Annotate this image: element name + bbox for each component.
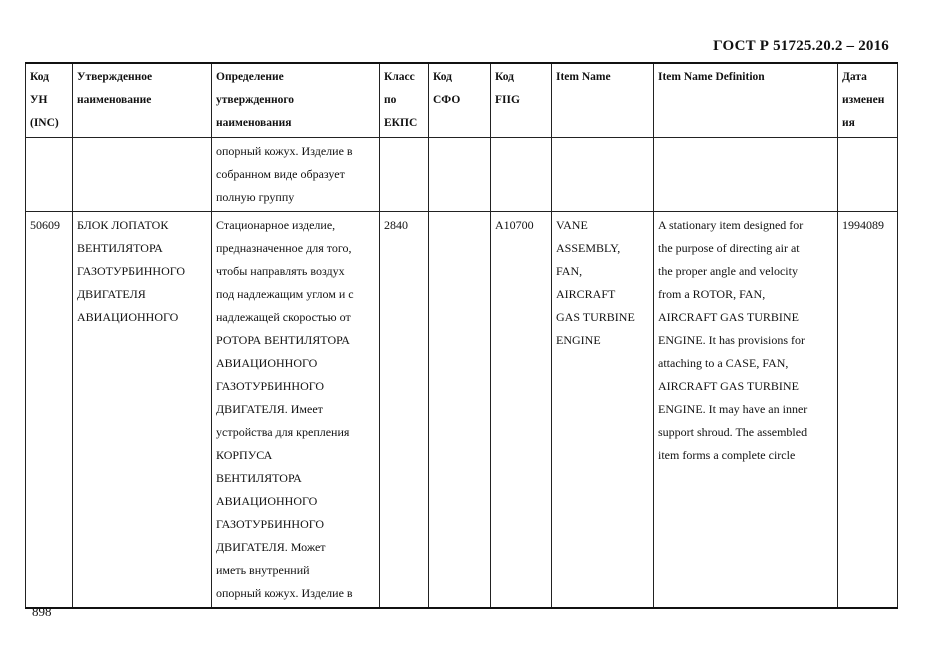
table-cell: [552, 138, 654, 212]
col-header-line: Item Name: [556, 71, 611, 83]
col-header-line: Дата: [842, 71, 867, 83]
col-header-line: ия: [842, 117, 855, 129]
cell-line: AIRCRAFT GAS TURBINE: [658, 310, 799, 324]
table-row: [26, 138, 898, 212]
col-header-line: УН: [30, 94, 48, 106]
col-header: [654, 63, 838, 138]
table-cell: [380, 212, 429, 609]
col-header-line: Item Name Definition: [658, 71, 765, 83]
col-header: [429, 63, 491, 138]
cell-line: предназначенное для того,: [216, 241, 352, 255]
cell-line: ASSEMBLY,: [556, 241, 621, 255]
cell-line: полную группу: [216, 190, 295, 204]
cell-line: БЛОК ЛОПАТОК: [77, 218, 169, 232]
table-cell: [429, 212, 491, 609]
cell-line: АВИАЦИОННОГО: [216, 356, 318, 370]
cell-line: A10700: [495, 218, 534, 232]
col-header-line: FIIG: [495, 94, 520, 106]
col-header-line: Код: [30, 71, 50, 83]
cell-line: ДВИГАТЕЛЯ: [77, 287, 146, 301]
cell-line: под надлежащим углом и с: [216, 287, 354, 301]
col-header-line: Код: [433, 71, 453, 83]
cell-line: Стационарное изделие,: [216, 218, 336, 232]
col-header-line: Класс: [384, 71, 415, 83]
col-header: [26, 63, 73, 138]
cell-line: ГАЗОТУРБИННОГО: [216, 517, 325, 531]
cell-line: ENGINE. It has provisions for: [658, 333, 805, 347]
cell-line: собранном виде образует: [216, 167, 345, 181]
col-header-line: наименование: [77, 94, 152, 106]
cell-line: ВЕНТИЛЯТОРА: [77, 241, 163, 255]
col-header-line: изменен: [842, 94, 885, 106]
cell-line: support shroud. The assembled: [658, 425, 808, 439]
table-cell: [491, 212, 552, 609]
table-cell: [654, 138, 838, 212]
cell-line: item forms a complete circle: [658, 448, 796, 462]
table-cell: [212, 212, 380, 609]
table-cell: [73, 138, 212, 212]
table-cell: [212, 138, 380, 212]
table-cell: [429, 138, 491, 212]
col-header-line: СФО: [433, 94, 461, 106]
col-header-line: Утвержденное: [77, 71, 153, 83]
cell-line: AIRCRAFT GAS TURBINE: [658, 379, 799, 393]
catalog-table: [25, 62, 898, 609]
col-header: [380, 63, 429, 138]
page-number: 898: [32, 604, 52, 619]
cell-line: from a ROTOR, FAN,: [658, 287, 766, 301]
cell-line: FAN,: [556, 264, 583, 278]
cell-line: АВИАЦИОННОГО: [216, 494, 318, 508]
cell-line: устройства для крепления: [216, 425, 350, 439]
col-header-line: (INC): [30, 117, 59, 129]
table-cell: [654, 212, 838, 609]
standard-header: ГОСТ Р 51725.20.2 – 2016: [713, 38, 889, 54]
cell-line: attaching to a CASE, FAN,: [658, 356, 789, 370]
col-header-line: утвержденного: [216, 94, 295, 106]
cell-line: the purpose of directing air at: [658, 241, 800, 255]
cell-line: 50609: [30, 218, 60, 232]
table-cell: [26, 212, 73, 609]
cell-line: A stationary item designed for: [658, 218, 804, 232]
table-cell: [838, 138, 898, 212]
table-row: [26, 212, 898, 609]
table-cell: [73, 212, 212, 609]
table-cell: [838, 212, 898, 609]
cell-line: опорный кожух. Изделие в: [216, 586, 353, 600]
cell-line: ВЕНТИЛЯТОРА: [216, 471, 302, 485]
col-header: [838, 63, 898, 138]
cell-line: GAS TURBINE: [556, 310, 635, 324]
cell-line: the proper angle and velocity: [658, 264, 798, 278]
cell-line: ДВИГАТЕЛЯ. Имеет: [216, 402, 323, 416]
cell-line: опорный кожух. Изделие в: [216, 144, 353, 158]
cell-line: ГАЗОТУРБИННОГО: [77, 264, 186, 278]
col-header-line: наименования: [216, 117, 292, 129]
cell-line: 2840: [384, 218, 408, 232]
cell-line: КОРПУСА: [216, 448, 273, 462]
cell-line: ДВИГАТЕЛЯ. Может: [216, 540, 326, 554]
cell-line: AIRCRAFT: [556, 287, 616, 301]
cell-line: чтобы направлять воздух: [216, 264, 345, 278]
cell-line: иметь внутренний: [216, 563, 310, 577]
col-header: [73, 63, 212, 138]
col-header-line: Код: [495, 71, 515, 83]
col-header: [491, 63, 552, 138]
cell-line: ENGINE. It may have an inner: [658, 402, 808, 416]
table-header-row: [26, 63, 898, 138]
cell-line: VANE: [556, 218, 588, 232]
col-header-line: по: [384, 94, 397, 106]
table-cell: [380, 138, 429, 212]
table-cell: [491, 138, 552, 212]
table-cell: [552, 212, 654, 609]
cell-line: 1994089: [842, 218, 884, 232]
cell-line: ENGINE: [556, 333, 601, 347]
table-cell: [26, 138, 73, 212]
cell-line: надлежащей скоростью от: [216, 310, 351, 324]
cell-line: АВИАЦИОННОГО: [77, 310, 179, 324]
col-header-line: Определение: [216, 71, 284, 83]
col-header: [212, 63, 380, 138]
cell-line: РОТОРА ВЕНТИЛЯТОРА: [216, 333, 350, 347]
col-header-line: ЕКПС: [384, 117, 418, 129]
col-header: [552, 63, 654, 138]
cell-line: ГАЗОТУРБИННОГО: [216, 379, 325, 393]
